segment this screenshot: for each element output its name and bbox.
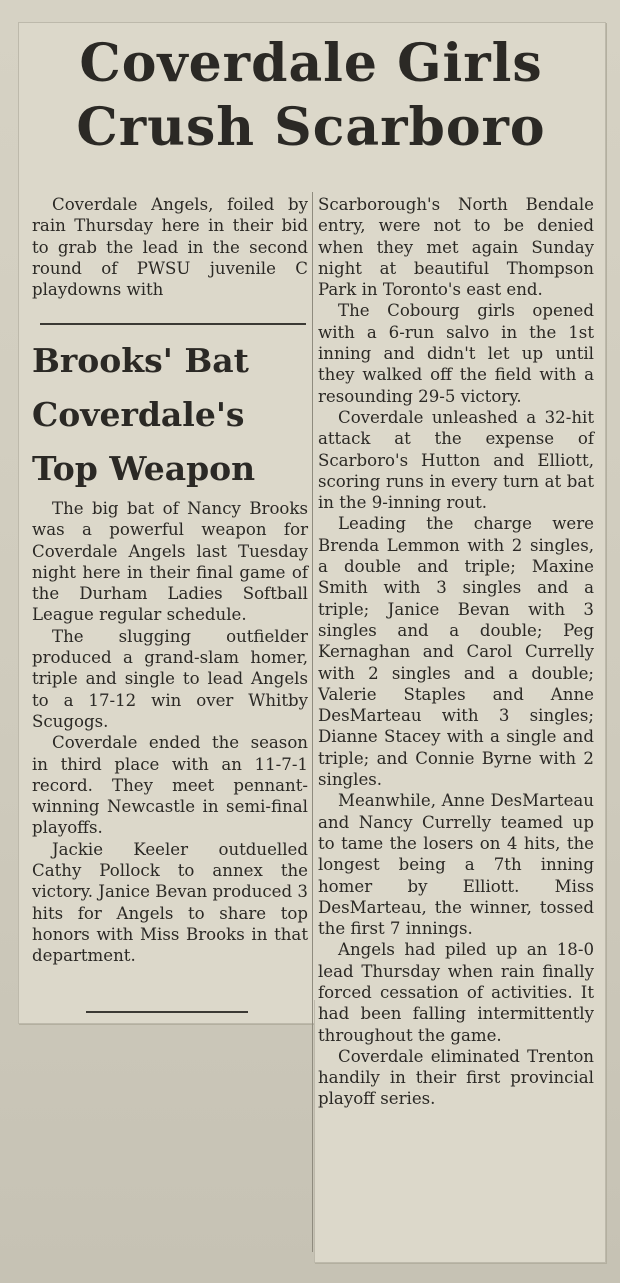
story1-right-column	[318, 194, 594, 1110]
story1-paragraph-1-continued: Scarborough's North Bendale entry, were not to be denied when they met again Sunday night at beautiful Thompson Park in Toronto's east end.	[318, 195, 594, 300]
story2-column	[32, 498, 308, 967]
story1-paragraph-1-left: Coverdale Angels, foiled by rain Thursday here in their bid to grab the lead in the second round of PWSU juvenile C playdowns with	[32, 195, 308, 300]
story1-paragraph-7: Coverdale eliminated Trenton handily in their first provincial playoff series.	[318, 1046, 594, 1109]
main-headline	[24, 32, 598, 160]
subhead-line-2: Coverdale's	[32, 395, 245, 434]
subhead-line-1: Brooks' Bat	[32, 341, 249, 380]
story1-paragraph-6: Angels had piled up an 18-0 lead Thursday when rain finally forced cessation of activities. It had been falling intermittently throughout the game.	[318, 940, 594, 1045]
headline-line-1: Coverdale Girls	[79, 33, 543, 94]
story2-paragraph-4: Jackie Keeler outduelled Cathy Pollock to annex the victory. Janice Bevan produced 3 hits for Angels to share top honors with Miss Brooks in that department.	[32, 839, 308, 966]
story2-paragraph-3: Coverdale ended the season in third place with an 11-7-1 record. They meet pennant-winning Newcastle in semi-final playoffs.	[32, 733, 308, 838]
story1-paragraph-5: Meanwhile, Anne DesMarteau and Nancy Currelly teamed up to tame the losers on 4 hits, the longest being a 7th inning homer by Elliott. Miss DesMarteau, the winner, tossed the first 7 innings.	[318, 791, 594, 939]
story2-paragraph-1: The big bat of Nancy Brooks was a powerful weapon for Coverdale Angels last Tuesday night here in their final game of the Durham Ladies Softball League regular schedule.	[32, 499, 308, 625]
end-rule	[86, 1011, 248, 1013]
story1-paragraph-3: Coverdale unleashed a 32-hit attack at the expense of Scarboro's Hutton and Elliott, scoring runs in every turn at bat in the 9-inning rout.	[318, 407, 594, 513]
story2-paragraph-2: The slugging outfielder produced a grand-slam homer, triple and single to lead Angels to a 17-12 win over Whitby Scugogs.	[32, 626, 308, 731]
story1-paragraph-4: Leading the charge were Brenda Lemmon with 2 singles, a double and triple; Maxine Smith with 3 singles and a triple; Janice Bevan with 3 singles and a double; Peg Kernaghan and Carol Currelly with 2 singles and a double; Valerie Staples and Anne DesMarteau with 3 singles; Dianne Stacey with a single and triple; and Connie Byrne with 2 singles.	[318, 514, 594, 790]
story1-paragraph-2: The Cobourg girls opened with a 6-run salvo in the 1st inning and didn't let up until they walked off the field with a resounding 29-5 victory.	[318, 301, 594, 406]
story1-left-column	[32, 194, 308, 300]
sub-headline	[32, 334, 308, 496]
headline-line-2: Crush Scarboro	[76, 97, 546, 158]
section-rule	[40, 323, 306, 325]
subhead-line-3: Top Weapon	[32, 449, 256, 488]
column-divider	[312, 192, 313, 1252]
